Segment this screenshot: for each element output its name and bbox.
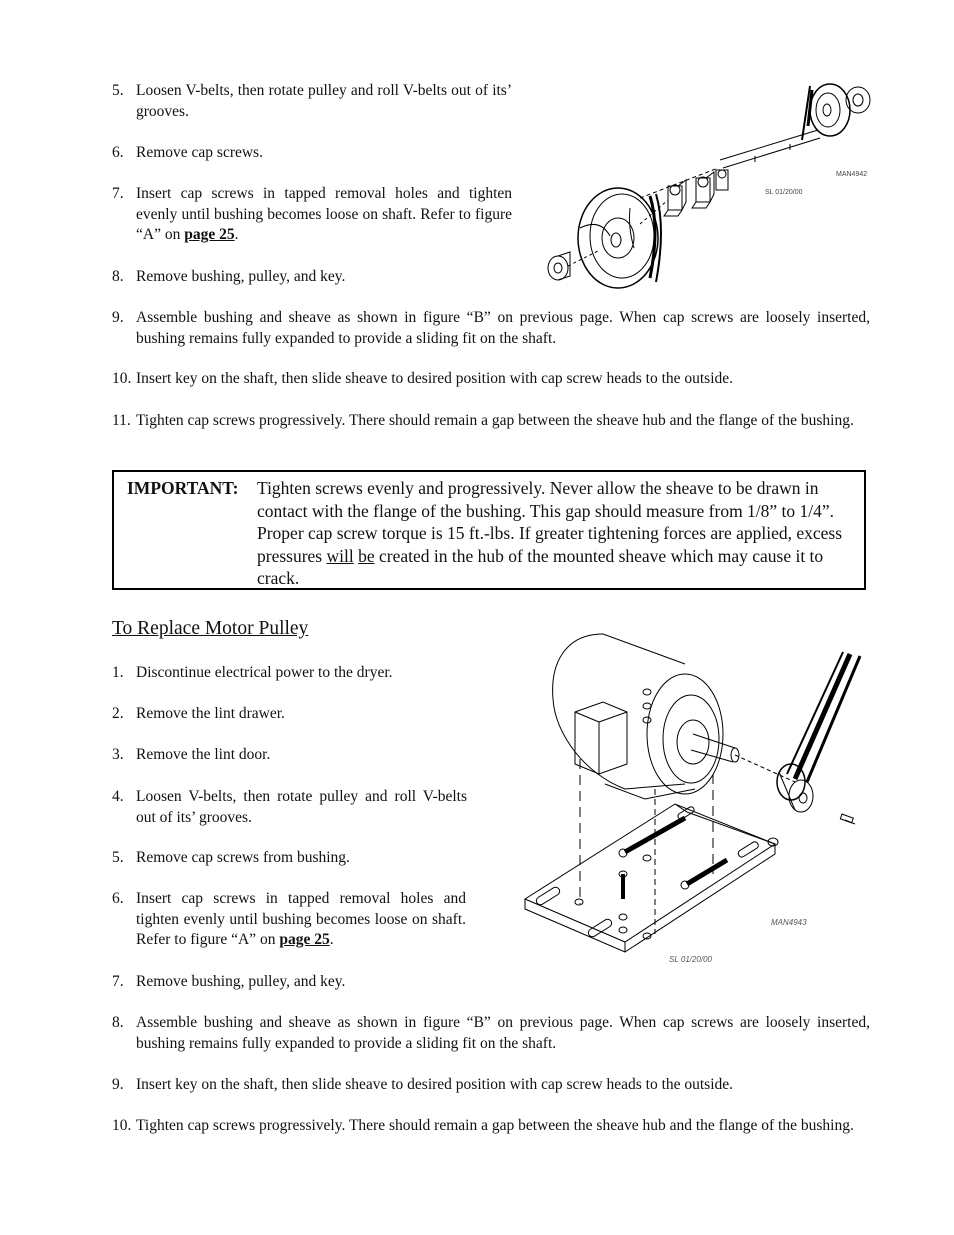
important-text-b: created in the hub of the mounted sheave which may cause it to crack.	[257, 545, 824, 588]
step-number: 5.	[112, 849, 124, 866]
step-text: Loosen V-belts, then rotate pulley and roll V-belts out of its’ grooves.	[136, 788, 467, 826]
v-belts-shape	[787, 652, 860, 782]
step-text	[112, 889, 466, 951]
step-7	[112, 184, 512, 246]
motor-step-8	[112, 1013, 870, 1054]
step-text: Remove cap screws.	[136, 144, 263, 161]
motor-pulley-diagram	[495, 624, 880, 979]
motor-step-4	[112, 787, 467, 828]
motor-sheave-shape	[777, 764, 855, 824]
step-text: Discontinue electrical power to the dryer.	[136, 664, 393, 681]
step-text: Insert key on the shaft, then slide sheave to desired position with cap screw heads to the outside.	[136, 370, 734, 387]
step-number: 2.	[112, 705, 124, 722]
bushing-shape	[548, 252, 570, 280]
motor-step-9	[112, 1075, 870, 1096]
step-number: 11.	[112, 412, 131, 429]
step-8	[112, 267, 512, 288]
important-text-a: Tighten screws evenly and progressively. Never allow the sheave to be drawn in contact with the flange of the bushing. This gap should measure from 1/8” to 1/4”. Proper cap screw torque is 15 ft.-lbs. If greater tightening forces are applied, excess pressures	[257, 478, 843, 566]
step-number: 10.	[112, 370, 132, 387]
important-notice	[112, 470, 866, 590]
step-text: Remove the lint drawer.	[136, 705, 285, 722]
important-emphasis-be: be	[358, 545, 375, 566]
step-text-end: .	[234, 226, 239, 243]
step-text	[112, 184, 512, 246]
large-sheave-shape	[578, 188, 661, 288]
step-number: 6.	[112, 144, 124, 161]
step-number: 8.	[112, 1014, 124, 1031]
important-emphasis-will: will	[326, 545, 354, 566]
step-number: 5.	[112, 82, 124, 99]
step-number: 10.	[112, 1117, 132, 1134]
motor-step-5	[112, 848, 472, 869]
motor-step-6	[112, 889, 466, 951]
motor-step-7	[112, 972, 512, 993]
figure-stamp: SL 01/20/00	[669, 955, 713, 964]
important-label: IMPORTANT:	[127, 478, 239, 498]
page-link[interactable]: page 25	[279, 931, 330, 948]
step-text: Tighten cap screws progressively. There should remain a gap between the sheave hub and the flange of the bushing.	[136, 412, 854, 429]
motor-step-1	[112, 663, 472, 684]
step-9	[112, 308, 870, 349]
step-text: Assemble bushing and sheave as shown in figure “B” on previous page. When cap screws are loosely inserted, bushing remains fully expanded to provide a sliding fit on the shaft.	[136, 1014, 870, 1052]
motor-step-2	[112, 704, 472, 725]
step-number: 4.	[112, 788, 124, 805]
figure-code: MAN4943	[771, 918, 807, 927]
idler-pulley-drawing	[540, 78, 880, 293]
step-number: 1.	[112, 664, 124, 681]
step-10	[112, 369, 870, 390]
step-text: Insert key on the shaft, then slide sheave to desired position with cap screw heads to the outside.	[136, 1076, 734, 1093]
shaft-shape	[640, 130, 820, 198]
bolts-shape	[575, 818, 778, 939]
step-text: Remove cap screws from bushing.	[136, 849, 350, 866]
motor-pulley-drawing	[495, 624, 880, 979]
step-6	[112, 143, 512, 164]
important-text	[257, 477, 857, 590]
page-link[interactable]: page 25	[184, 226, 235, 243]
step-number: 7.	[112, 973, 124, 990]
step-text-end: .	[329, 931, 334, 948]
figure-stamp: SL 01/20/00	[765, 189, 803, 196]
step-text: Loosen V-belts, then rotate pulley and roll V-belts out of its’ grooves.	[136, 82, 512, 120]
figure-code: MAN4942	[836, 171, 868, 178]
motor-base-shape	[525, 804, 775, 952]
step-text: Remove bushing, pulley, and key.	[136, 268, 346, 285]
step-text-part: Insert cap screws in tapped removal holes and tighten evenly until bushing becomes loose on shaft. Refer to figure “A” on	[136, 185, 512, 243]
motor-step-10	[112, 1116, 870, 1137]
step-number: 9.	[112, 1076, 124, 1093]
bearing-left-shape	[664, 180, 686, 216]
step-number: 3.	[112, 746, 124, 763]
step-text: Remove bushing, pulley, and key.	[136, 973, 346, 990]
step-text: Remove the lint door.	[136, 746, 271, 763]
step-5	[112, 81, 512, 122]
motor-shape	[553, 634, 795, 799]
step-number: 7.	[112, 185, 124, 202]
step-11	[112, 411, 870, 432]
bearing-right-shape	[692, 170, 728, 208]
step-number: 6.	[112, 890, 124, 907]
step-text: Assemble bushing and sheave as shown in figure “B” on previous page. When cap screws are loosely inserted, bushing remains fully expanded to provide a sliding fit on the shaft.	[136, 309, 870, 347]
motor-step-3	[112, 745, 472, 766]
section-title: To Replace Motor Pulley	[112, 618, 309, 639]
step-text-part: Insert cap screws in tapped removal holes and tighten evenly until bushing becomes loose on shaft. Refer to figure “A” on	[136, 890, 466, 948]
step-number: 8.	[112, 268, 124, 285]
step-number: 9.	[112, 309, 124, 326]
step-text: Tighten cap screws progressively. There should remain a gap between the sheave hub and the flange of the bushing.	[136, 1117, 854, 1134]
idler-pulley-diagram	[540, 78, 880, 293]
